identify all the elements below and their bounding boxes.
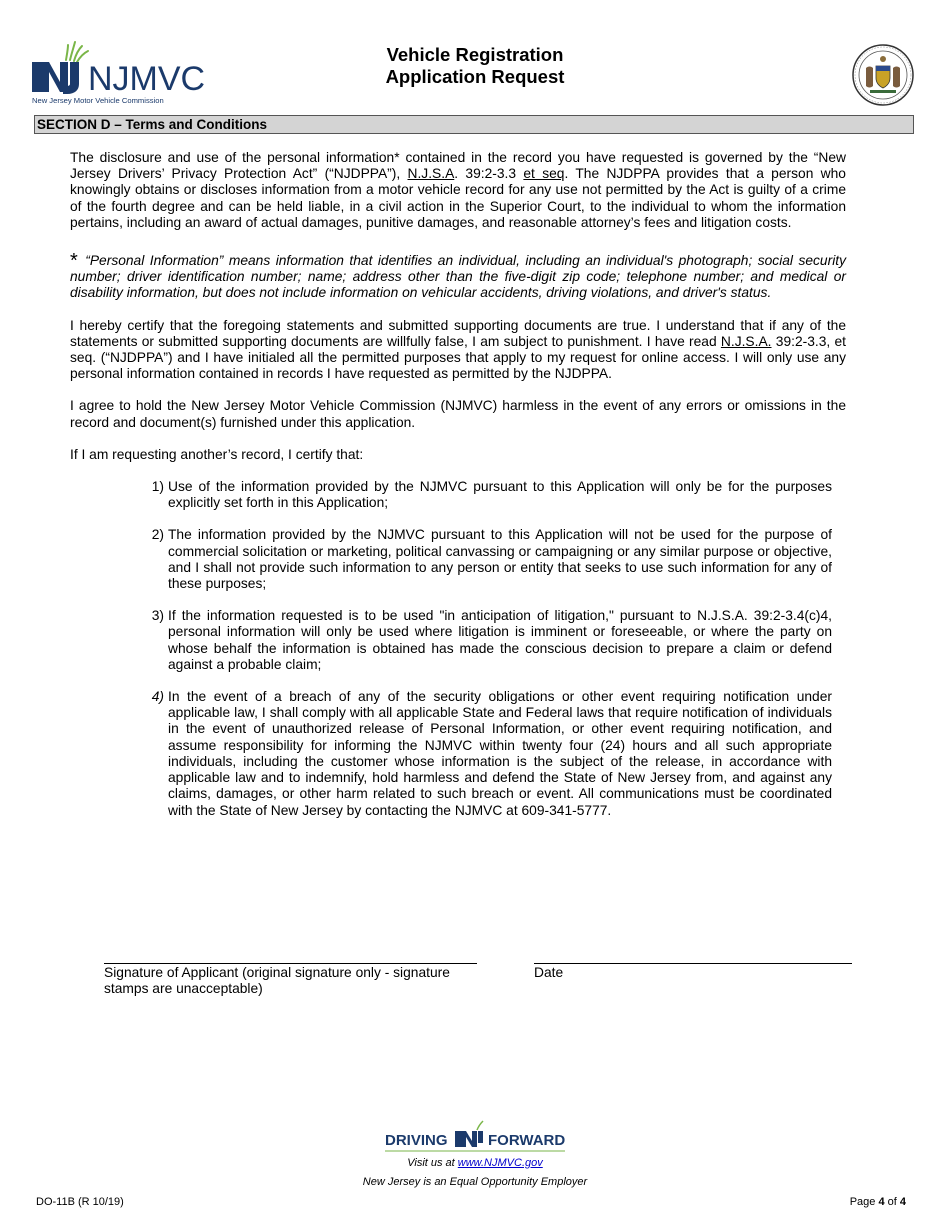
state-seal-icon (852, 44, 914, 106)
applicant-signature-label: Signature of Applicant (original signature only - signature stamps are unacceptable) (104, 965, 450, 996)
brand-left-text: DRIVING (385, 1132, 448, 1149)
certification-paragraph: I hereby certify that the foregoing statements and submitted supporting documents are true. I understand that if any of the statements or submitted supporting documents are willfully false, I am subject to punishment. I have read N.J.S.A. 39:2-3.3, et seq. (“NJDPPA”) and I have initialed all the permitted purposes that apply to my request for online access. I will only use any personal information contained in records I have requested as permitted by the NJDPPA. (70, 317, 846, 382)
brand-right-text: FORWARD (488, 1132, 566, 1149)
date-line[interactable] (534, 963, 852, 964)
certification-list (148, 479, 832, 819)
privacy-act-paragraph: The disclosure and use of the personal information* contained in the record you have requested is governed by the “New Jersey Drivers’ Privacy Protection Act” (“NJDPPA”), N.J.S.A. 39:2-3.3 et seq. The NJDPPA provides that a person who knowingly obtains or discloses information from a motor vehicle record for any use not permitted by the Act is guilty of a crime of the fourth degree and can be held liable, in a civil action in the Superior Court, to the individual to whom the information pertains, including an award of actual damages, punitive damages, and reasonable attorney’s fees and litigation costs. (70, 150, 846, 230)
visit-us-line: Visit us at www.NJMVC.gov (407, 1157, 543, 1169)
logo-subtext: New Jersey Motor Vehicle Commission (32, 96, 164, 105)
personal-information-definition: * “Personal Information” means information that identifies an individual, including an individual's photograph; social security number; driver identification number; name; address other than the five-digit zip code; telephone number; and medical or disability information, but does not include information on vehicular accidents, driving violations, and driver's status. (70, 250, 846, 301)
form-code: DO-11B (R 10/19) (36, 1196, 124, 1208)
list-item: 1) Use of the information provided by the NJMVC pursuant to this Application will only be for the purposes explicitly set forth in this Application; (151, 479, 832, 511)
logo-wordmark: NJMVC (88, 60, 206, 98)
applicant-signature-line[interactable] (104, 963, 477, 964)
list-item: 2) The information provided by the NJMVC pursuant to this Application will not be used for the purpose of commercial solicitation or marketing, political canvassing or campaigning or any similar purpose or objective, and I shall not provide such information to any person or entity that seeks to use such information for any of these purposes; (151, 527, 832, 592)
njmvc-logo (30, 40, 206, 106)
list-item: 4) In the event of a breach of any of the security obligations or other event requiring notification under applicable law, I shall comply with all applicable State and Federal laws that require notification of individuals in the event of unauthorized release of Personal Information, or other event requiring notification, and assume responsibility for informing the NJMVC within twenty four (24) hours and all such appropriate individuals, including the customer whose information is the subject of the release, in accordance with applicable law and to indemnify, hold harmless and defend the State of New Jersey from, and against any claims, damages, or other harm related to such breach or event. All communications must be coordinated with the State of New Jersey by contacting the NJMVC at 609-341-5777. (151, 689, 832, 818)
other-record-intro: If I am requesting another’s record, I certify that: (70, 446, 364, 462)
title-line-2: Application Request (385, 66, 565, 87)
hold-harmless-paragraph: I agree to hold the New Jersey Motor Vehicle Commission (NJMVC) harmless in the event of any errors or omissions in the record and document(s) furnished under this application. (70, 398, 846, 430)
asterisk-marker: * (70, 250, 78, 273)
date-label: Date (534, 965, 564, 980)
document-title (300, 44, 650, 88)
page-number: Page 4 of 4 (849, 1196, 906, 1208)
title-line-1: Vehicle Registration (386, 44, 564, 65)
section-d-header: SECTION D – Terms and Conditions (34, 115, 914, 134)
list-item: 3) If the information requested is to be used "in anticipation of litigation," pursuant to N.J.S.A. 39:2-3.4(c)4, personal information will only be used where litigation is imminent or foreseeable, or where the party on whose behalf the information is obtained has made the conscious decision to prepare a claim or defend against a probable claim; (151, 608, 832, 672)
njmvc-website-link[interactable]: www.NJMVC.gov (457, 1157, 543, 1169)
driving-forward-logo (385, 1121, 565, 1153)
equal-opportunity-line: New Jersey is an Equal Opportunity Employer (362, 1176, 588, 1188)
terms-body (70, 150, 846, 835)
